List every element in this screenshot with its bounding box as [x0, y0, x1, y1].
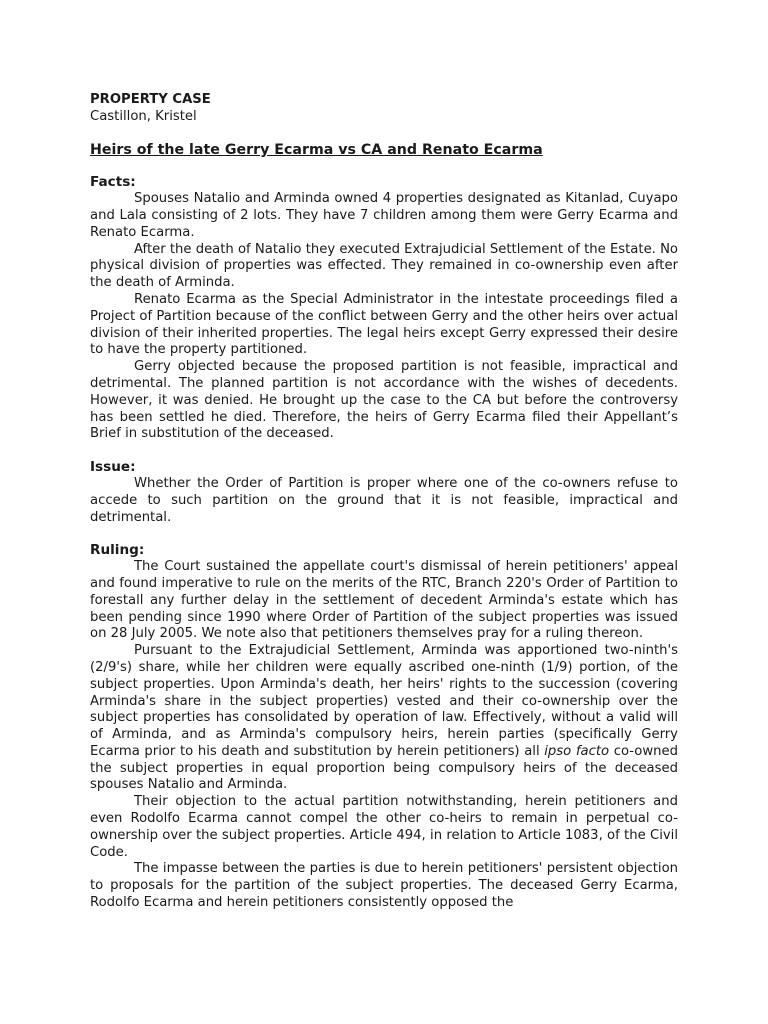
issue-heading: Issue:: [90, 459, 136, 476]
ruling-text: Pursuant to the Extrajudicial Settlement, Arminda was apportioned two-ninth's (2/9's) share, while her children were equally ascribed one-ninth (1/9) portion, of the subject properties. Upon Arminda's death, her heirs' rights to the succession (covering Arminda's share in the subject properties) vested and their co-ownership over the subject properties has consolidated by operation of law. Effectively, without a valid will of Arminda, and as Arminda's compulsory heirs, herein parties (specifically Gerry Ecarma prior to his death and substitution by herein petitioners) all: [90, 643, 678, 759]
document-page: [90, 92, 678, 912]
ruling-text: co-owned the subject properties in equal proportion being compulsory heirs of the deceased spouses Natalio and Arminda.: [90, 743, 678, 793]
facts-heading: Facts:: [90, 174, 136, 191]
facts-paragraph: After the death of Natalio they executed Extrajudicial Settlement of the Estate. No physical division of properties was effected. They remained in co-ownership even after the death of Arminda.: [90, 241, 678, 291]
facts-section: [90, 174, 678, 443]
latin-phrase: ipso facto: [544, 743, 610, 759]
ruling-section: [90, 542, 678, 912]
ruling-heading: Ruling:: [90, 542, 145, 559]
facts-paragraph: Gerry objected because the proposed partition is not feasible, impractical and detrimental. The planned partition is not accordance with the wishes of decedents. However, it was denied. He brought up the case to the CA but before the controversy has been settled he died. Therefore, the heirs of Gerry Ecarma filed their Appellant’s Brief in substitution of the deceased.: [90, 359, 678, 442]
ruling-paragraph: The impasse between the parties is due to herein petitioners' persistent objection to proposals for the partition of the subject properties. The deceased Gerry Ecarma, Rodolfo Ecarma and herein petitioners consistently opposed the: [90, 861, 678, 911]
ruling-paragraph: The Court sustained the appellate court's dismissal of herein petitioners' appeal and found imperative to rule on the merits of the RTC, Branch 220's Order of Partition to forestall any further delay in the settlement of decedent Arminda's estate which has been pending since 1990 where Order of Partition of the subject properties was issued on 28 July 2005. We note also that petitioners themselves pray for a ruling thereon.: [90, 559, 678, 642]
facts-paragraph: Renato Ecarma as the Special Administrator in the intestate proceedings filed a Project of Partition because of the conflict between Gerry and the other heirs over actual division of their inherited properties. The legal heirs except Gerry expressed their desire to have the property partitioned.: [90, 291, 678, 358]
issue-paragraph: Whether the Order of Partition is proper where one of the co-owners refuse to accede to such partition on the ground that it is not feasible, impractical and detrimental.: [90, 475, 678, 525]
facts-paragraph: Spouses Natalio and Arminda owned 4 properties designated as Kitanlad, Cuyapo and Lala consisting of 2 lots. They have 7 children among them were Gerry Ecarma and Renato Ecarma.: [90, 191, 678, 240]
ruling-paragraph: [90, 643, 678, 794]
ruling-paragraph: Their objection to the actual partition notwithstanding, herein petitioners and even Rodolfo Ecarma cannot compel the other co-heirs to remain in perpetual co-ownership over the subject properties. Article 494, in relation to Article 1083, of the Civil Code.: [90, 794, 678, 860]
author-name: Castillon, Kristel: [90, 108, 197, 124]
case-title: Heirs of the late Gerry Ecarma vs CA and Renato Ecarma: [90, 141, 543, 158]
issue-section: [90, 459, 678, 526]
document-category: PROPERTY CASE: [90, 92, 211, 107]
